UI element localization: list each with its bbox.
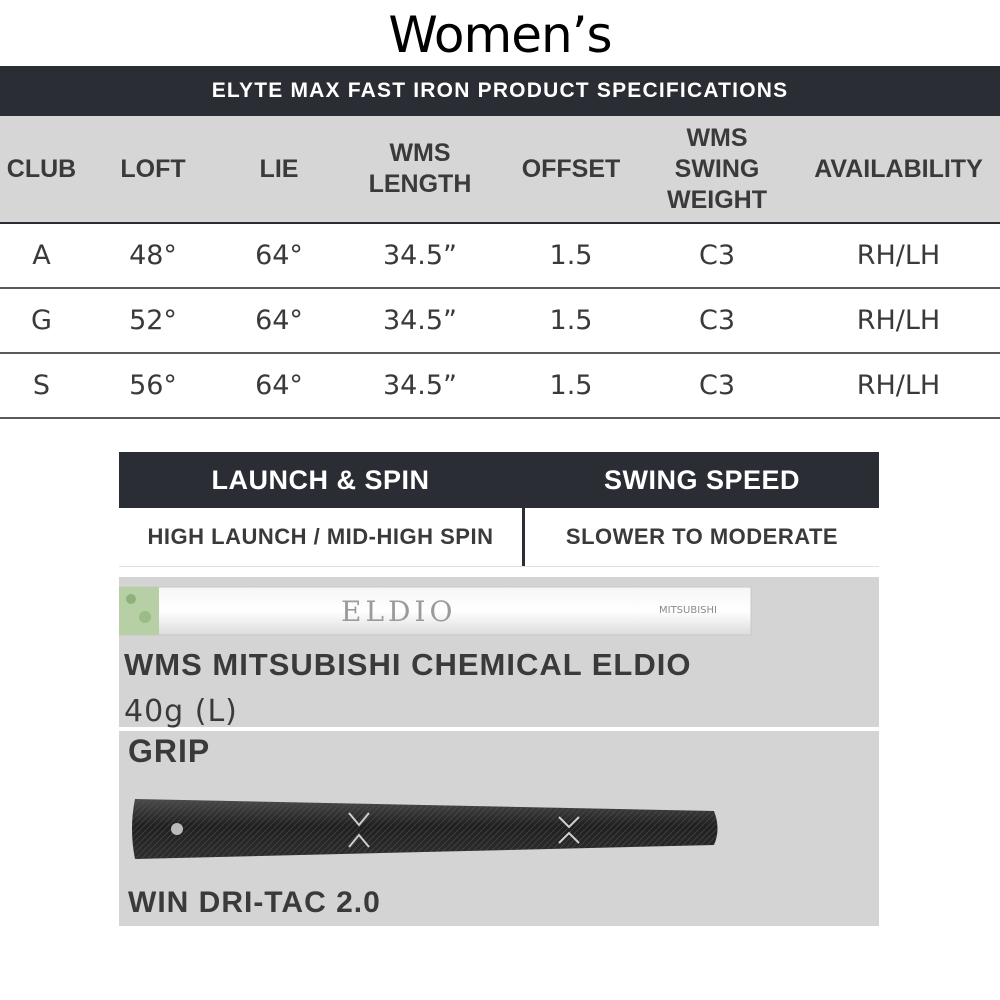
cell-club: S [0, 353, 83, 418]
grip-name: WIN DRI-TAC 2.0 [128, 886, 381, 919]
header-length-line2: LENGTH [368, 170, 472, 198]
cell-loft: 56° [83, 353, 223, 418]
table-row [0, 223, 1000, 288]
header-offset: OFFSET [505, 116, 637, 223]
cell-loft: 52° [83, 288, 223, 353]
table-row [0, 353, 1000, 418]
header-swing-line2: SWING [674, 154, 760, 183]
cell-length: 34.5” [335, 223, 505, 288]
shaft-panel [119, 577, 879, 727]
header-loft: LOFT [83, 116, 223, 223]
swing-speed-value: SLOWER TO MODERATE [565, 524, 839, 549]
header-length [335, 116, 505, 223]
shaft-brand-text: MITSUBISHI [659, 605, 717, 616]
shaft-name: WMS MITSUBISHI CHEMICAL ELDIO [124, 647, 692, 682]
cell-offset: 1.5 [505, 288, 637, 353]
cell-availability: RH/LH [797, 288, 1000, 353]
spec-table-banner: ELYTE MAX FAST IRON PRODUCT SPECIFICATIONS [0, 66, 1000, 116]
swing-speed-header: SWING SPEED [525, 452, 879, 508]
cell-offset: 1.5 [505, 223, 637, 288]
shaft-logo-text: ELDIO [341, 595, 457, 628]
cell-lie: 64° [223, 353, 335, 418]
page-title: Women’s [388, 6, 612, 64]
launch-spin-header: LAUNCH & SPIN [119, 452, 525, 508]
header-availability: AVAILABILITY [797, 116, 1000, 223]
cell-availability: RH/LH [797, 223, 1000, 288]
shaft-spec: 40g (L) [124, 694, 238, 729]
cell-length: 34.5” [335, 353, 505, 418]
cell-availability: RH/LH [797, 353, 1000, 418]
table-row [0, 288, 1000, 353]
header-length-line1: WMS [389, 139, 451, 167]
cell-lie: 64° [223, 223, 335, 288]
spec-table [0, 116, 1000, 419]
header-lie: LIE [223, 116, 335, 223]
spec-table-header-row [0, 116, 1000, 223]
header-swing-line3: WEIGHT [667, 185, 767, 214]
cell-club: G [0, 288, 83, 353]
cell-swing-weight: C3 [637, 353, 797, 418]
performance-header [119, 452, 879, 508]
grip-image [129, 793, 729, 865]
cell-length: 34.5” [335, 288, 505, 353]
header-club: CLUB [0, 116, 83, 223]
grip-heading: GRIP [128, 733, 211, 769]
performance-values [119, 508, 879, 567]
cell-swing-weight: C3 [637, 288, 797, 353]
grip-panel [119, 731, 879, 926]
launch-spin-value: HIGH LAUNCH / MID-HIGH SPIN [119, 508, 525, 566]
cell-swing-weight: C3 [637, 223, 797, 288]
cell-club: A [0, 223, 83, 288]
header-swing-line1: WMS [686, 123, 748, 152]
header-swing-weight [637, 116, 797, 223]
cell-lie: 64° [223, 288, 335, 353]
shaft-image [119, 577, 879, 647]
cell-loft: 48° [83, 223, 223, 288]
cell-offset: 1.5 [505, 353, 637, 418]
